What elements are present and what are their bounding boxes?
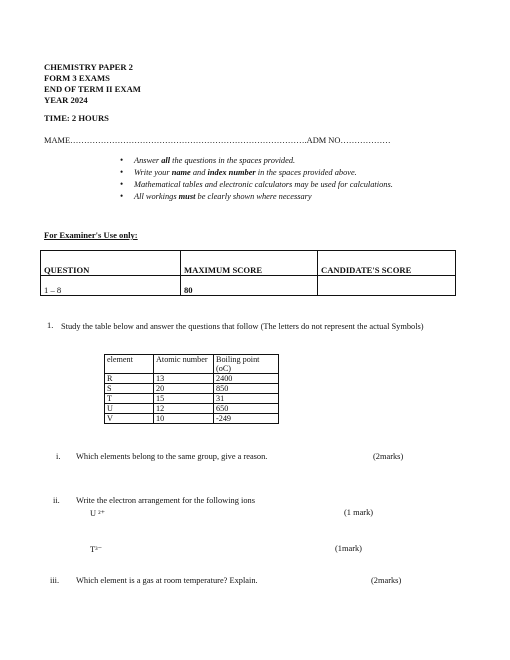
instruction-item: • All workings must be clearly shown where necessary [120, 191, 312, 201]
part-i-text: Which elements belong to the same group, give a reason. [76, 452, 268, 461]
table-row: U 12 650 [105, 404, 279, 414]
header-time: TIME: 2 HOURS [44, 113, 109, 123]
header-subject: CHEMISTRY PAPER 2 [44, 62, 133, 72]
table-row: S 20 850 [105, 384, 279, 394]
element-table [104, 354, 279, 424]
header-year: YEAR 2024 [44, 95, 88, 105]
bullet-icon: • [120, 191, 124, 201]
examiner-heading: For Examiner's Use only: [44, 230, 138, 240]
paper-header [44, 62, 141, 106]
part-ii-number: ii. [53, 496, 60, 505]
q1-number: 1. [47, 321, 54, 330]
q1-text: Study the table below and answer the questions that follow (The letters do not represent the actual Symbols) [61, 322, 424, 331]
part-i-marks: (2marks) [373, 452, 404, 461]
table-row: T 15 31 [105, 394, 279, 404]
col-question: QUESTION [41, 251, 181, 276]
instructions-list [120, 156, 480, 204]
table-row: R 13 2400 [105, 374, 279, 384]
header-form: FORM 3 EXAMS [44, 73, 110, 83]
name-adm-line: MAME………………………………………………………………………….ADM NO……………… [44, 136, 391, 145]
bullet-icon: • [120, 167, 124, 177]
part-ii-text: Write the electron arrangement for the following ions [76, 496, 255, 505]
examiner-table [40, 250, 456, 296]
th-element: element [105, 355, 154, 374]
row-candidate-score [318, 276, 456, 296]
th-atomic-number: Atomic number [154, 355, 214, 374]
instruction-item: • Mathematical tables and electronic calculators may be used for calculations. [120, 179, 393, 189]
row-max-score: 80 [181, 276, 318, 296]
row-questions: 1 – 8 [41, 276, 181, 296]
header-exam: END OF TERM II EXAM [44, 84, 141, 94]
ion-t-marks: (1mark) [335, 544, 362, 553]
part-iii-marks: (2marks) [371, 576, 402, 585]
table-row: V 10 -249 [105, 414, 279, 424]
part-iii-number: iii. [50, 576, 60, 585]
ion-t: T³⁻ [90, 545, 103, 554]
col-max-score: MAXIMUM SCORE [181, 251, 318, 276]
bullet-icon: • [120, 179, 124, 189]
part-i-number: i. [56, 452, 61, 461]
ion-u: U ²⁺ [90, 509, 106, 518]
instruction-item: • Write your name and index number in the spaces provided above. [120, 167, 357, 177]
instruction-item: • Answer all the questions in the spaces provided. [120, 155, 296, 165]
ion-u-marks: (1 mark) [344, 508, 374, 517]
bullet-icon: • [120, 155, 124, 165]
th-boiling-point: Boiling point (oC) [214, 355, 279, 374]
col-candidate-score: CANDIDATE'S SCORE [318, 251, 456, 276]
part-iii-text: Which element is a gas at room temperature? Explain. [76, 576, 258, 585]
